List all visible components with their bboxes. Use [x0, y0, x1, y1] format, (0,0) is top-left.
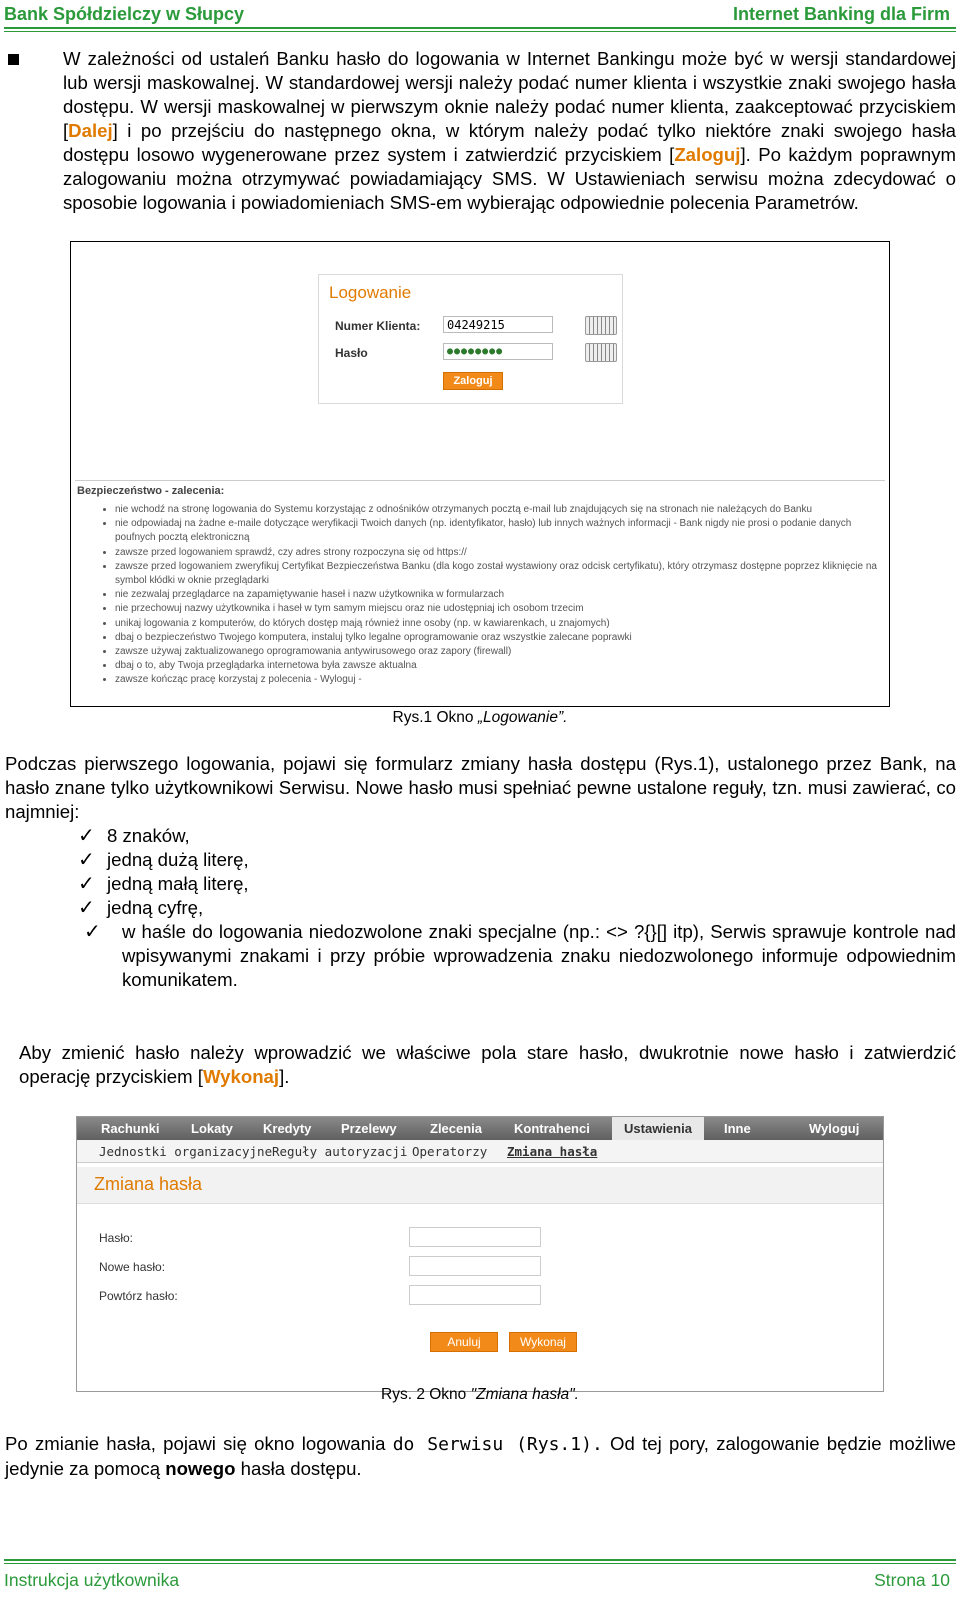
caption-name: „Logowanie”. — [477, 709, 568, 726]
intro-paragraph — [63, 47, 956, 215]
subtab-jednostki[interactable]: Jednostki organizacyjne — [99, 1144, 273, 1159]
square-bullet-icon — [8, 54, 19, 65]
footer-divider — [4, 1559, 956, 1561]
footer-divider-thin — [4, 1563, 956, 1564]
footer-left: Instrukcja użytkownika — [4, 1570, 180, 1590]
tab-kredyty[interactable]: Kredyty — [263, 1121, 312, 1136]
repeat-password-input[interactable] — [409, 1285, 541, 1305]
tab-kontrahenci[interactable]: Kontrahenci — [514, 1121, 590, 1136]
list-item: • zawsze przed logowaniem sprawdź, czy adres strony rozpoczyna się od https:// — [115, 546, 885, 560]
after-text-bold: nowego — [165, 1458, 236, 1479]
tab-zlecenia[interactable]: Zlecenia — [430, 1121, 483, 1136]
tab-rachunki[interactable]: Rachunki — [101, 1121, 160, 1136]
change-text-1: Aby zmienić hasło należy wprowadzić we właściwe pola stare hasło, dwukrotnie nowe hasło i zatwierdzić operację przyciskiem [ — [19, 1042, 956, 1087]
list-item: • nie wchodź na stronę logowania do Systemu korzystając z odnośników otrzymanych pocztą e-mail lub znajdujących się na stronach nie należących do Banku — [115, 503, 885, 517]
check-icon: ✓ — [78, 897, 95, 919]
tab-ustawienia[interactable]: Ustawienia — [612, 1117, 704, 1140]
new-password-input[interactable] — [409, 1256, 541, 1276]
security-title: Bezpieczeństwo - zalecenia: — [77, 485, 225, 497]
change-password-figure — [76, 1116, 884, 1392]
list-item: • zawsze przed logowaniem zweryfikuj Certyfikat Bezpieczeństwa Banku (dla kogo został wystawiony oraz odcisk certyfikatu), który otrzymasz dostępne poprzez kliknięcie na symbol kłódki w oknie przeglądarki — [115, 560, 885, 588]
cancel-button[interactable]: Anuluj — [430, 1332, 498, 1352]
subtab-operatorzy[interactable]: Operatorzy — [412, 1144, 488, 1159]
main-menu-bar — [77, 1117, 883, 1140]
list-item: • nie odpowiadaj na żadne e-maile dotyczące weryfikacji Twoich danych (np. identyfikator, hasło) lub innych ważnych informacji - Bank nigdy nie prosi o podanie danych poufnych pocztą elektroniczną — [115, 517, 885, 545]
zaloguj-highlight: Zaloguj — [674, 144, 741, 165]
panel-title: Zmiana hasła — [94, 1174, 203, 1194]
old-password-input[interactable] — [409, 1227, 541, 1247]
intro-text-2: ] i po przejściu do następnego okna, w którym należy podać tylko niektóre znaki swojego hasła dostępu losowo wygenerowane przez system i zatwierdzić przyciskiem [ — [63, 120, 956, 165]
password-input[interactable]: ●●●●●●●● — [443, 343, 553, 360]
virtual-keyboard-icon[interactable] — [585, 316, 617, 335]
rule-item: jedną małą literę, — [107, 873, 249, 894]
tab-lokaty[interactable]: Lokaty — [191, 1121, 233, 1136]
change-text-2: ]. — [279, 1066, 290, 1087]
after-text-3: hasła dostępu. — [235, 1458, 362, 1479]
list-item: • dbaj o to, aby Twoja przeglądarka internetowa była zawsze aktualna — [115, 659, 885, 673]
security-recommendations — [75, 480, 885, 688]
subtab-reguly[interactable]: Reguły autoryzacji — [272, 1144, 408, 1159]
tab-wyloguj[interactable]: Wyloguj — [809, 1121, 860, 1136]
tab-inne[interactable]: Inne — [724, 1121, 751, 1136]
rule-item: w haśle do logowania niedozwolone znaki specjalne (np.: <> ?{}[] itp), Serwis sprawuje kontrole nad wpisywanymi znakami i przy próbie wprowadzenia znaku niedozwolonego informuje odpowiednim komunikatem. — [122, 921, 956, 990]
header-divider-thin — [4, 31, 956, 32]
after-change-paragraph — [5, 1432, 956, 1481]
rules-paragraph: Podczas pierwszego logowania, pojawi się formularz zmiany hasła dostępu (Rys.1), ustalonego przez Bank, na hasło znane tylko użytkownikowi Serwisu. Nowe hasło musi spełniać pewne ustalone reguły, tzn. musi zawierać, co najmniej: — [5, 753, 956, 822]
intro-text-3: ]. Po każdym poprawnym zalogowaniu można otrzymywać powiadamiający SMS. W Ustawieniach serwisu można zdecydować o sposobie logowania i powiadomieniach SMS-em wybierając odpowiednie polecenia Parametrów. — [63, 144, 956, 213]
dalej-highlight: Dalej — [68, 120, 113, 141]
list-item: • nie przechowuj nazwy użytkownika i haseł w tym samym miejscu oraz nie udostępniaj ich osobom trzecim — [115, 602, 885, 616]
list-item: • unikaj logowania z komputerów, do których dostęp mają również inne osoby (np. w kawiarenkach, u znajomych) — [115, 617, 885, 631]
login-box — [318, 274, 623, 404]
check-icon: ✓ — [78, 849, 95, 871]
caption-prefix: Rys. 2 Okno — [381, 1386, 471, 1403]
panel-header — [77, 1167, 883, 1204]
header-right: Internet Banking dla Firm — [732, 4, 950, 24]
change-password-paragraph — [19, 1041, 956, 1089]
check-icon: ✓ — [84, 921, 101, 943]
submenu-bar — [77, 1140, 883, 1163]
rule-item: 8 znaków, — [107, 825, 190, 846]
new-password-label: Nowe hasło: — [99, 1260, 166, 1274]
list-item: • dbaj o bezpieczeństwo Twojego komputera, instaluj tylko legalne oprogramowanie oraz wszystkie zalecane poprawki — [115, 631, 885, 645]
security-list — [75, 503, 885, 688]
header-divider — [4, 27, 956, 29]
virtual-keyboard-icon[interactable] — [585, 343, 617, 362]
login-title: Logowanie — [329, 283, 412, 302]
list-item: • nie zezwalaj przeglądarce na zapamiętywanie haseł i nazw użytkownika w formularzach — [115, 588, 885, 602]
check-icon: ✓ — [78, 825, 95, 847]
check-icon: ✓ — [78, 873, 95, 895]
subtab-zmiana-hasla[interactable]: Zmiana hasła — [507, 1144, 598, 1159]
client-number-label: Numer Klienta: — [335, 319, 421, 333]
wykonaj-highlight: Wykonaj — [202, 1066, 280, 1087]
after-text-1: Po zmianie hasła, pojawi się okno logowania — [5, 1433, 393, 1454]
after-text-ref: do Serwisu (Rys.1). — [392, 1434, 603, 1455]
client-number-input[interactable]: 04249215 — [443, 316, 553, 333]
footer-page-number: Strona 10 — [874, 1570, 950, 1590]
login-button[interactable]: Zaloguj — [443, 372, 503, 390]
old-password-label: Hasło: — [99, 1231, 134, 1245]
rule-item: jedną cyfrę, — [107, 897, 204, 918]
list-item: • zawsze używaj zaktualizowanego oprogramowania antywirusowego oraz zapory (firewall) — [115, 645, 885, 659]
password-label: Hasło — [335, 346, 368, 360]
tab-przelewy[interactable]: Przelewy — [341, 1121, 397, 1136]
intro-text-1: W zależności od ustaleń Banku hasło do logowania w Internet Bankingu może być w wersji standardowej lub wersji maskowalnej. W standardowej wersji należy podać numer klienta i wszystkie znaki swojego hasła dostępu. W wersji maskowalnej w pierwszym oknie należy podać numer klienta, zaakceptować przyciskiem [ — [63, 48, 956, 141]
login-window-figure — [70, 241, 890, 707]
rule-item: jedną dużą literę, — [107, 849, 249, 870]
figure-1-caption — [0, 709, 960, 727]
repeat-password-label: Powtórz hasło: — [99, 1289, 178, 1303]
execute-button[interactable]: Wykonaj — [509, 1332, 577, 1352]
figure-2-caption — [0, 1386, 960, 1404]
header-left: Bank Spółdzielczy w Słupcy — [4, 4, 245, 24]
caption-prefix: Rys.1 Okno — [392, 709, 478, 726]
caption-name: "Zmiana hasła". — [470, 1386, 579, 1403]
after-text-2: Od tej pory, zalogowanie będzie możliwe jedynie za pomocą — [5, 1433, 957, 1479]
list-item: • zawsze kończąc pracę korzystaj z polecenia - Wyloguj - — [115, 673, 885, 687]
